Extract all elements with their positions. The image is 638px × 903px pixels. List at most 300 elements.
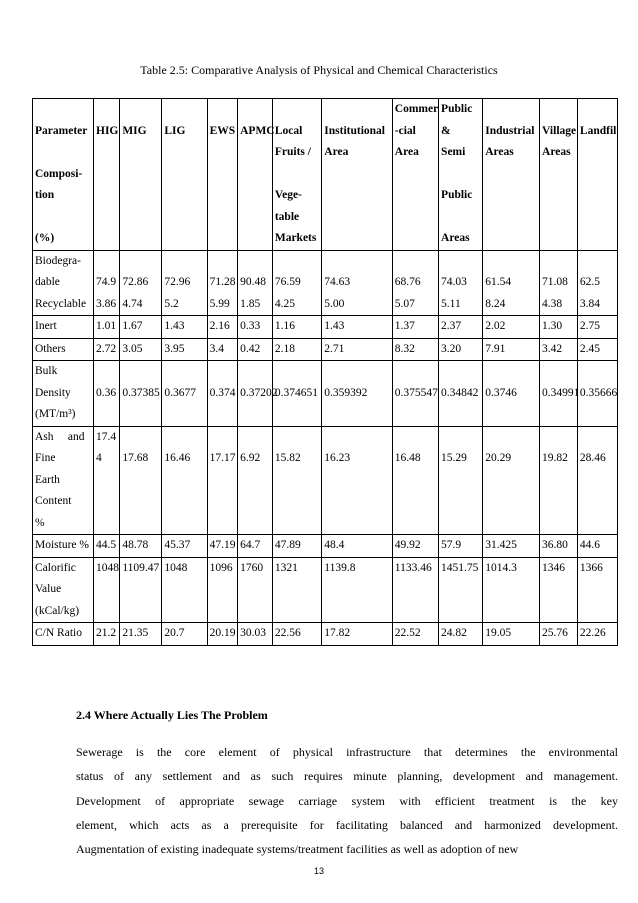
value-line: 15.82 <box>274 452 301 464</box>
value-cell <box>207 426 238 535</box>
value-cell <box>238 250 273 316</box>
header-line <box>485 99 538 121</box>
parameter-line: Calorific <box>35 561 76 574</box>
value-line: 5.00 <box>324 297 345 310</box>
value-cell <box>322 557 392 623</box>
value-line: 47.19 <box>209 539 236 551</box>
header-line <box>240 99 271 121</box>
header-cell-institutional <box>322 99 392 251</box>
parameter-line: Earth <box>35 473 60 486</box>
table-row-moisture <box>33 535 618 558</box>
header-line: Industrial <box>485 124 535 137</box>
parameter-line: % <box>35 516 45 529</box>
value-cell <box>94 250 120 316</box>
value-cell <box>272 316 321 339</box>
paragraph-line: Development of appropriate sewage carriage system with efficient treatment is the key <box>76 793 618 808</box>
value-line: 57.9 <box>441 539 462 551</box>
value-cell <box>207 338 238 361</box>
parameter-line: (MT/m³) <box>35 408 76 420</box>
value-line: 2.37 <box>441 320 462 332</box>
value-line <box>210 427 237 449</box>
value-cell <box>483 535 540 558</box>
value-cell <box>540 623 578 646</box>
header-line: Areas <box>485 146 514 158</box>
value-line: 21.2 <box>96 627 117 639</box>
value-line: 2.45 <box>579 342 601 355</box>
value-line: 2.16 <box>209 320 230 332</box>
value-line: 47.89 <box>274 539 301 551</box>
value-cell <box>322 316 392 339</box>
value-line: 2.02 <box>485 320 506 332</box>
value-line: 1366 <box>579 561 603 574</box>
value-line: 20.7 <box>164 627 185 639</box>
value-cell <box>207 557 238 623</box>
value-line: 74.9 <box>96 276 117 288</box>
value-line: 1109.47 <box>122 561 160 574</box>
header-line <box>164 99 205 121</box>
value-line: 1321 <box>274 561 298 574</box>
parameter-line: Content <box>35 495 72 507</box>
value-cell <box>94 361 120 427</box>
header-line <box>580 99 616 121</box>
value-line: 71.28 <box>209 276 236 288</box>
value-line: 22.52 <box>394 627 421 639</box>
value-cell <box>322 250 392 316</box>
value-line <box>580 251 616 273</box>
value-cell <box>392 557 438 623</box>
value-cell <box>162 426 207 535</box>
header-line: Vege- <box>274 189 302 201</box>
value-line: 3.4 <box>209 342 224 355</box>
value-cell <box>272 250 321 316</box>
value-cell <box>120 557 162 623</box>
header-line: Public <box>441 189 473 201</box>
value-cell <box>483 623 540 646</box>
value-cell <box>392 426 438 535</box>
value-line: 8.32 <box>394 342 415 355</box>
value-cell <box>238 557 273 623</box>
page-number: 13 <box>313 866 324 876</box>
parameter-cell <box>33 316 94 339</box>
header-line: Areas <box>441 232 470 244</box>
value-cell <box>207 535 238 558</box>
value-line: 16.23 <box>324 452 351 464</box>
value-cell <box>540 557 578 623</box>
value-line <box>275 361 320 383</box>
value-line: 3.05 <box>122 342 143 355</box>
value-cell <box>540 426 578 535</box>
header-cell-LIG <box>162 99 207 251</box>
value-line: 2.72 <box>96 342 117 355</box>
value-cell <box>540 361 578 427</box>
value-cell <box>238 316 273 339</box>
value-line: 28.46 <box>579 452 606 464</box>
paragraph-line: element, which acts as a prerequisite for facilitating balanced and harmonized development. <box>76 817 618 832</box>
value-line: 0.3677 <box>164 386 197 399</box>
value-line <box>122 427 160 449</box>
header-line: MIG <box>122 124 147 137</box>
value-cell <box>392 361 438 427</box>
value-line: 1760 <box>240 561 264 574</box>
value-line <box>542 361 576 383</box>
value-line: 1346 <box>542 561 566 574</box>
value-cell <box>392 535 438 558</box>
value-line: 61.54 <box>485 276 512 288</box>
value-line: 0.374651 <box>274 386 318 399</box>
header-cell-EWS <box>207 99 238 251</box>
header-line: Parameter <box>35 124 88 137</box>
value-line: 0.37202 <box>240 386 278 399</box>
header-line: & <box>441 124 451 137</box>
value-cell <box>120 623 162 646</box>
value-line: 4.74 <box>122 297 143 310</box>
value-cell <box>207 623 238 646</box>
value-line: 72.96 <box>164 276 191 288</box>
header-line: -cial <box>394 124 416 137</box>
parameter-line: Value <box>35 583 62 595</box>
value-line: 7.91 <box>485 342 506 355</box>
value-line: 17.82 <box>324 627 351 639</box>
value-line: 5.07 <box>394 297 415 310</box>
value-line: 17.17 <box>209 452 236 464</box>
header-cell-MIG <box>120 99 162 251</box>
value-cell <box>577 426 617 535</box>
header-line <box>324 99 390 121</box>
value-cell <box>94 535 120 558</box>
value-cell <box>439 557 483 623</box>
parameter-line: dable <box>35 276 60 288</box>
value-line: 21.35 <box>122 627 149 639</box>
header-line: APMC <box>240 124 275 137</box>
value-line <box>240 427 271 449</box>
value-line: 24.82 <box>441 627 467 639</box>
value-line: 16.48 <box>394 452 421 464</box>
value-cell <box>162 535 207 558</box>
value-line: 1.37 <box>394 320 415 332</box>
value-cell <box>162 361 207 427</box>
value-line <box>164 427 205 449</box>
header-cell-APMC <box>238 99 273 251</box>
header-line: Semi <box>441 146 466 158</box>
value-cell <box>120 426 162 535</box>
value-cell <box>120 338 162 361</box>
value-cell <box>94 623 120 646</box>
value-line: 5.11 <box>441 297 461 310</box>
value-line: 5.2 <box>164 297 179 310</box>
value-line: 19.05 <box>485 627 512 639</box>
value-line: 15.29 <box>441 452 467 464</box>
value-cell <box>272 623 321 646</box>
header-line <box>96 99 118 121</box>
value-line: 1.43 <box>164 320 185 332</box>
value-cell <box>322 426 392 535</box>
value-cell <box>94 316 120 339</box>
value-cell <box>322 338 392 361</box>
value-cell <box>540 535 578 558</box>
header-line <box>275 164 320 186</box>
value-line <box>485 427 538 449</box>
value-line: 48.78 <box>122 539 149 551</box>
value-line: 1.16 <box>274 320 295 332</box>
table-row-cn-ratio <box>33 623 618 646</box>
value-cell <box>207 316 238 339</box>
value-cell <box>540 316 578 339</box>
value-line: 74.03 <box>441 276 467 288</box>
value-line: 20.29 <box>485 452 512 464</box>
value-line: 3.20 <box>441 342 462 355</box>
value-cell <box>439 535 483 558</box>
value-cell <box>483 250 540 316</box>
parameter-cell <box>33 426 94 535</box>
value-line: 44.5 <box>96 539 117 551</box>
value-cell <box>238 338 273 361</box>
value-cell <box>540 338 578 361</box>
value-line <box>240 361 271 383</box>
value-cell <box>162 250 207 316</box>
value-line: 1.67 <box>122 320 143 332</box>
value-cell <box>238 535 273 558</box>
value-cell <box>392 623 438 646</box>
value-line: 0.3746 <box>485 386 517 399</box>
value-line <box>542 427 576 449</box>
value-line: 30.03 <box>240 627 266 639</box>
value-cell <box>483 426 540 535</box>
parameter-line: Density <box>35 386 71 399</box>
table-row-ash-fine-earth <box>33 426 618 535</box>
value-cell <box>238 361 278 427</box>
parameter-cell <box>33 535 94 558</box>
value-line: 0.36 <box>96 386 117 399</box>
value-cell <box>322 623 392 646</box>
value-line: 1451.75 <box>441 561 479 574</box>
value-line <box>395 361 437 383</box>
value-cell <box>238 426 273 535</box>
parameter-line: Ash and <box>35 430 85 443</box>
value-cell <box>162 557 207 623</box>
value-cell <box>577 361 617 427</box>
parameter-line: Biodegra- <box>35 254 81 267</box>
value-line <box>164 251 205 273</box>
value-cell <box>577 535 617 558</box>
value-line: 72.86 <box>122 276 149 288</box>
value-cell <box>94 557 120 623</box>
value-line <box>441 251 481 273</box>
header-line: Area <box>394 146 419 158</box>
value-cell <box>94 338 120 361</box>
value-line: 2.71 <box>324 342 345 355</box>
value-line <box>96 361 118 383</box>
value-line: 6.92 <box>240 452 261 464</box>
value-line: 36.80 <box>542 539 568 551</box>
value-cell <box>272 535 321 558</box>
value-cell <box>207 250 238 316</box>
header-cell-public <box>439 99 483 251</box>
header-line: (%) <box>35 232 55 244</box>
value-line <box>122 251 160 273</box>
value-line: 1.30 <box>542 320 563 332</box>
value-line: 16.46 <box>164 452 191 464</box>
value-line <box>395 251 437 273</box>
header-line: Fruits / <box>274 146 311 158</box>
header-line: HIG <box>96 124 119 137</box>
value-cell <box>577 338 617 361</box>
header-cell-landfill <box>577 99 617 251</box>
value-cell <box>392 316 438 339</box>
value-line: 4 <box>96 452 102 464</box>
value-cell <box>577 316 617 339</box>
value-cell <box>272 426 321 535</box>
parameter-cell <box>33 250 94 316</box>
value-line: 1.01 <box>96 320 117 332</box>
value-cell <box>162 316 207 339</box>
value-line: 5.99 <box>209 297 230 310</box>
value-cell <box>162 623 207 646</box>
value-line: 17.68 <box>122 452 149 464</box>
value-line <box>395 427 437 449</box>
value-cell <box>483 557 540 623</box>
value-line: 0.375547 <box>394 386 438 399</box>
value-line <box>122 361 160 383</box>
value-cell <box>207 361 238 427</box>
value-line: 0.34991 <box>542 386 580 399</box>
value-line <box>324 361 390 383</box>
parameter-line: Bulk <box>35 365 58 377</box>
parameter-cell <box>33 361 94 427</box>
value-line <box>441 427 481 449</box>
value-line <box>542 251 576 273</box>
value-cell <box>238 623 273 646</box>
value-cell <box>483 361 540 427</box>
header-line: Composi- <box>35 167 83 180</box>
table-row-bulk-density <box>33 361 618 427</box>
value-line: 62.5 <box>579 276 601 288</box>
header-line <box>35 99 92 121</box>
value-line: 1.43 <box>324 320 345 332</box>
value-cell <box>439 623 483 646</box>
value-cell <box>483 316 540 339</box>
value-line: 76.59 <box>274 276 301 288</box>
parameter-line: Others <box>35 342 66 355</box>
value-line: 4.25 <box>274 297 295 310</box>
value-line: 1.85 <box>240 297 261 310</box>
paragraph-line: Augmentation of existing inadequate systems/treatment facilities as well as adoption of new <box>76 842 519 857</box>
value-cell <box>162 338 207 361</box>
value-cell <box>120 361 162 427</box>
value-line: 3.42 <box>542 342 563 355</box>
value-cell <box>272 557 321 623</box>
table-caption: Table 2.5: Comparative Analysis of Physical and Chemical Characteristics <box>140 63 498 77</box>
value-cell <box>577 623 617 646</box>
header-line: tion <box>35 189 55 201</box>
header-line: Landfil <box>579 124 617 137</box>
parameter-line: Moisture % <box>35 539 89 551</box>
value-cell <box>94 426 120 535</box>
value-cell <box>322 535 392 558</box>
body-paragraph <box>76 740 618 861</box>
value-line <box>441 361 481 383</box>
value-line: 0.42 <box>240 342 261 355</box>
header-line: EWS <box>209 124 236 137</box>
table-row-inert <box>33 316 618 339</box>
value-line: 4.38 <box>542 297 563 310</box>
value-line <box>580 427 616 449</box>
header-line <box>441 207 481 229</box>
header-line: Area <box>324 146 349 158</box>
value-line: 0.34842 <box>441 386 479 399</box>
header-line <box>122 99 160 121</box>
header-line: Public <box>441 103 473 115</box>
value-line <box>485 361 538 383</box>
value-line: 49.92 <box>394 539 421 551</box>
parameter-line: C/N Ratio <box>35 627 82 639</box>
header-cell-local <box>272 99 321 251</box>
paragraph-line: Sewerage is the core element of physical infrastructure that determines the environmental <box>76 745 618 759</box>
header-line <box>35 207 92 229</box>
value-line <box>210 251 237 273</box>
header-line: Areas <box>542 146 571 158</box>
value-line: 3.95 <box>164 342 185 355</box>
header-line <box>542 99 576 121</box>
value-line <box>96 251 118 273</box>
header-line: Village <box>542 124 577 137</box>
header-line: Institutional <box>324 124 385 137</box>
table-row-biodegradable <box>33 250 618 316</box>
header-cell-HIG <box>94 99 120 251</box>
parameter-line: Recyclable <box>35 297 87 310</box>
value-line: 0.37385 <box>122 386 160 399</box>
header-line <box>35 142 92 164</box>
value-line <box>240 251 271 273</box>
value-line: 1048 <box>96 561 120 574</box>
value-line: 22.56 <box>274 627 301 639</box>
value-line: 2.18 <box>274 342 295 355</box>
value-line: 2.75 <box>579 320 601 332</box>
header-line: Local <box>274 124 303 137</box>
header-line <box>275 99 320 121</box>
value-cell <box>439 338 483 361</box>
header-line: Commer <box>394 103 439 115</box>
parameter-cell <box>33 623 94 646</box>
value-line: 17.4 <box>96 430 117 443</box>
value-line: 64.7 <box>240 539 261 551</box>
value-line: 1139.8 <box>324 561 356 574</box>
value-line: 45.37 <box>164 539 191 551</box>
value-cell <box>272 361 321 427</box>
header-cell-parameter <box>33 99 94 251</box>
header-line: Markets <box>274 232 317 244</box>
value-line: 0.35666 <box>579 386 618 399</box>
value-line: 1096 <box>209 561 233 574</box>
parameter-cell <box>33 338 94 361</box>
header-line: LIG <box>164 124 186 137</box>
value-line: 1014.3 <box>485 561 517 574</box>
header-cell-industrial <box>483 99 540 251</box>
value-line: 20.19 <box>209 627 236 639</box>
value-cell <box>120 316 162 339</box>
characteristics-table <box>32 98 618 646</box>
value-line: 1133.46 <box>394 561 432 574</box>
value-cell <box>272 338 321 361</box>
header-cell-village <box>540 99 578 251</box>
header-line: table <box>274 210 300 223</box>
value-line: 8.24 <box>485 297 506 310</box>
value-line <box>164 361 205 383</box>
value-cell <box>439 316 483 339</box>
value-line <box>275 427 320 449</box>
value-line <box>324 251 390 273</box>
value-line: 19.82 <box>542 452 568 464</box>
header-cell-commercial <box>392 99 438 251</box>
